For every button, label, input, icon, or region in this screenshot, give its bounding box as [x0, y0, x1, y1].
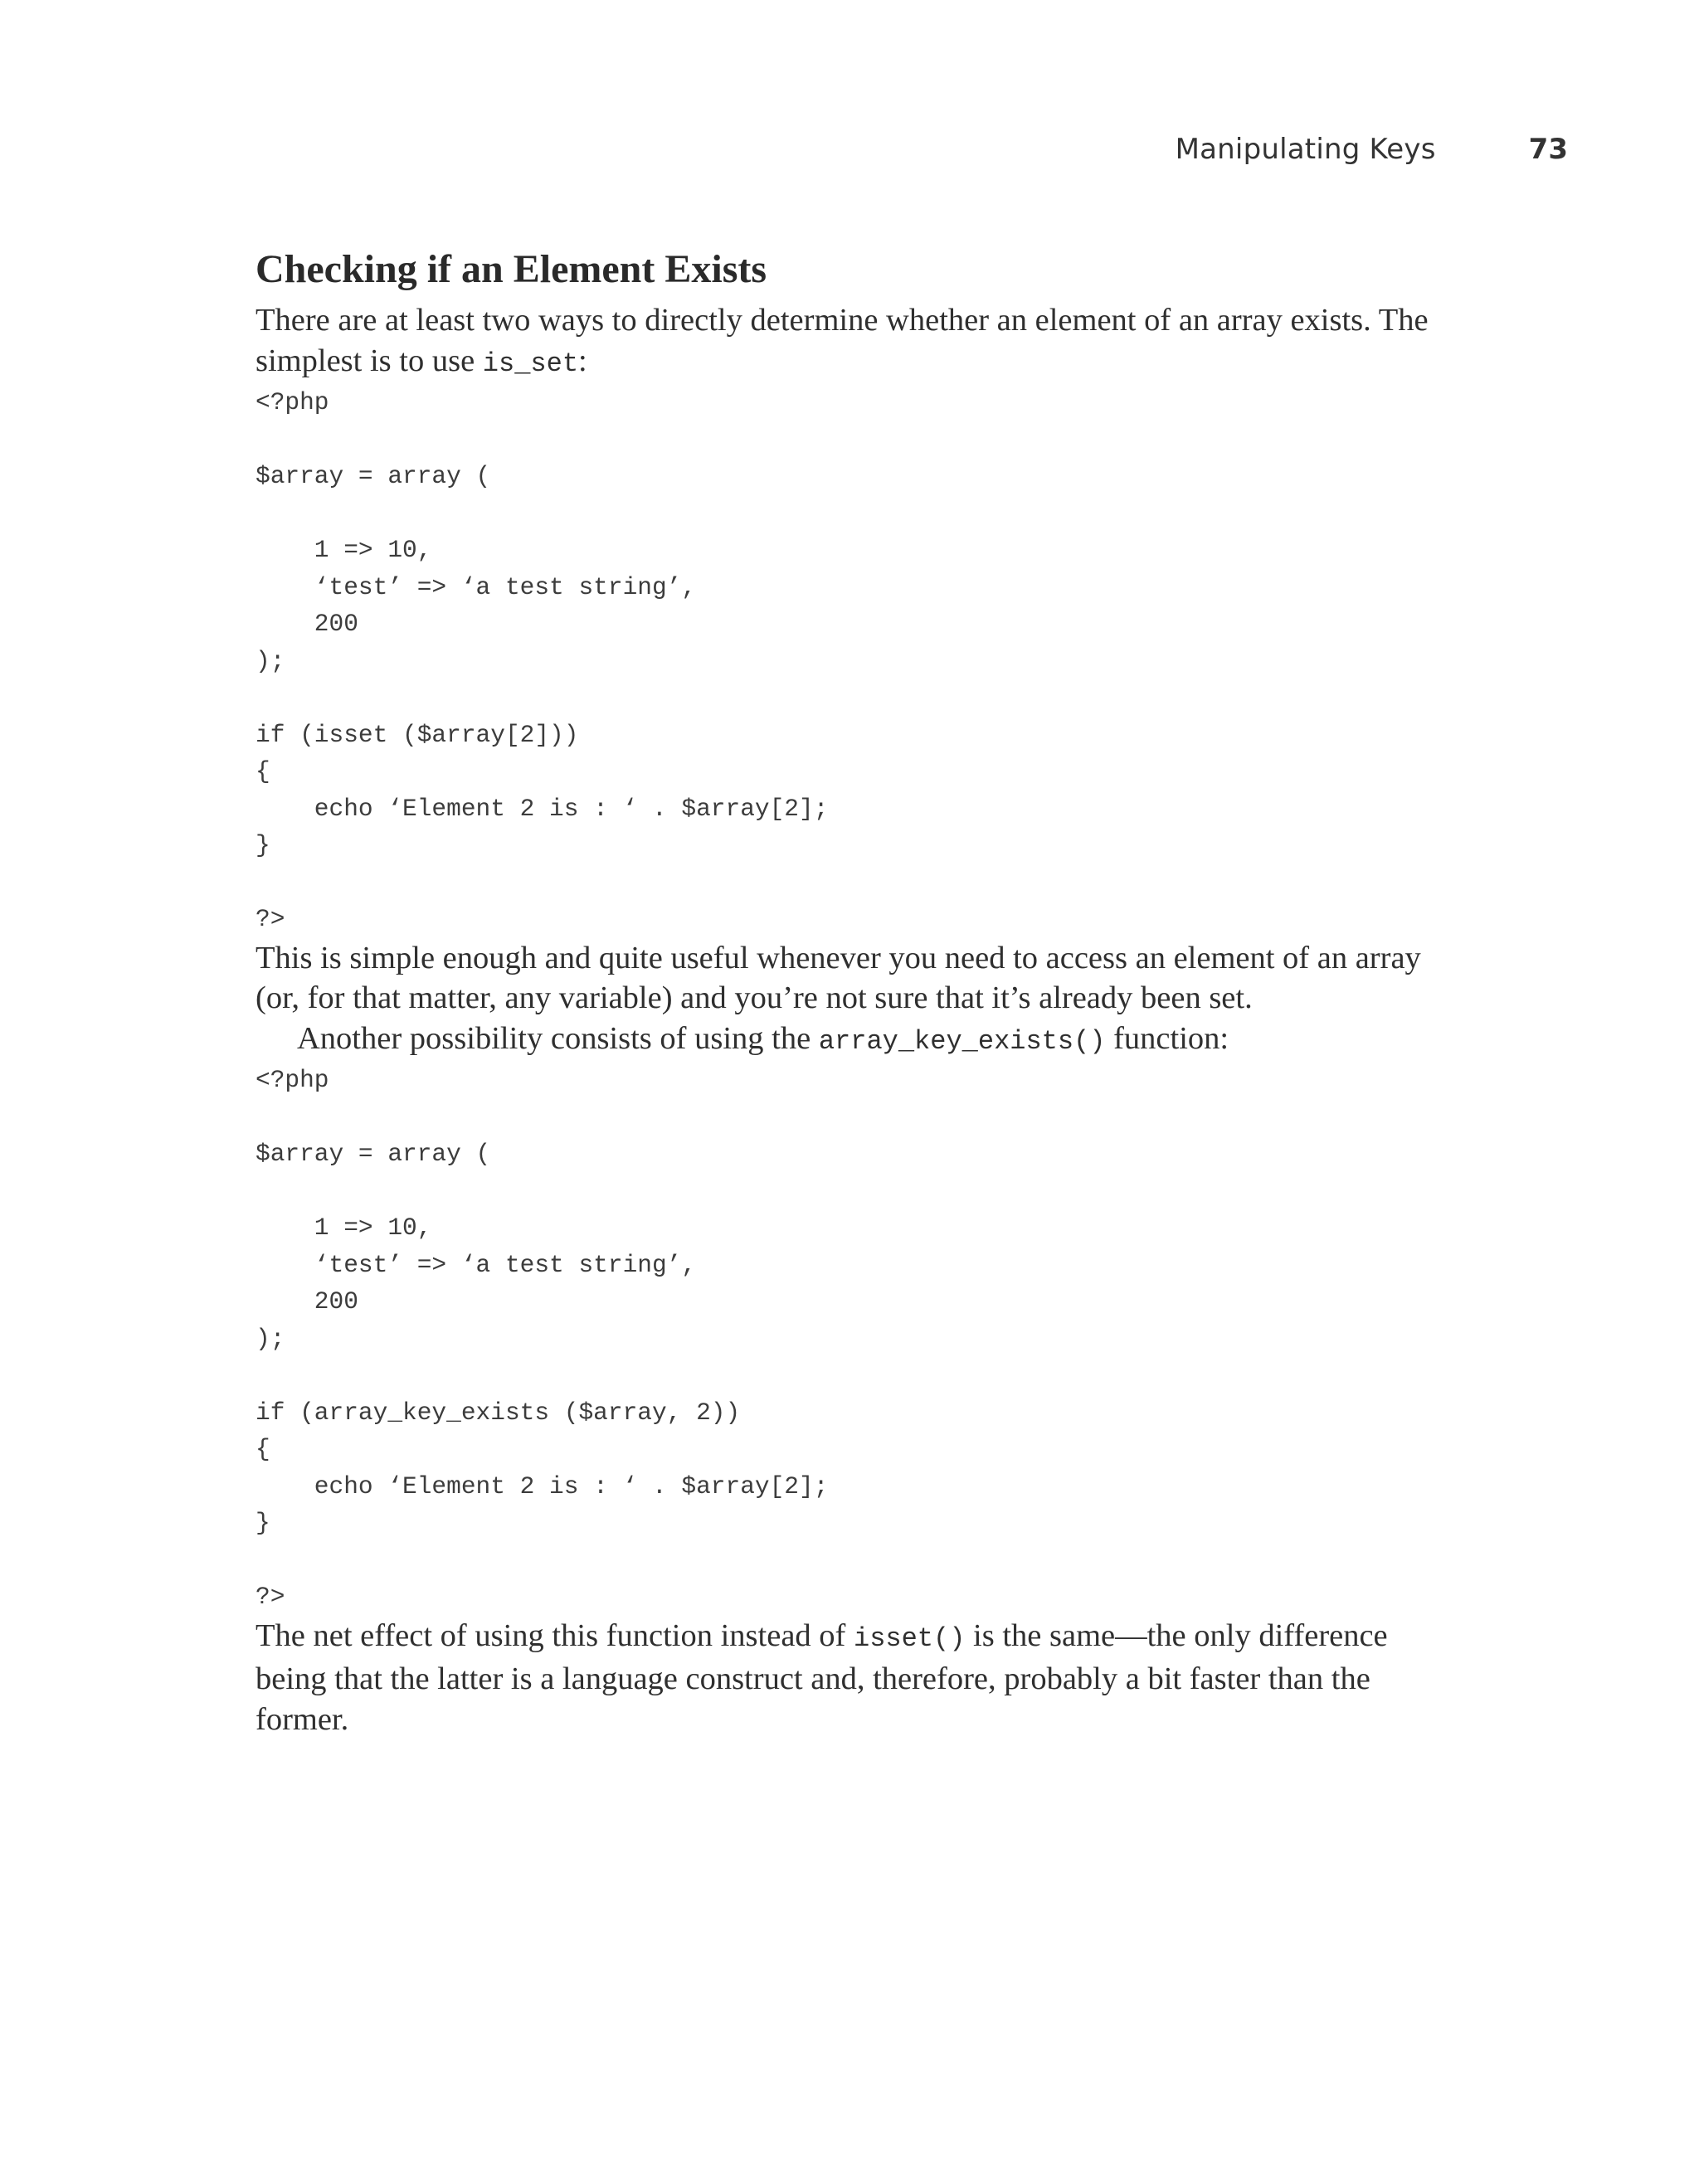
intro-paragraph: [256, 300, 1458, 384]
running-head-title: Manipulating Keys: [1175, 133, 1436, 166]
inline-code-array-key-exists: array_key_exists(): [818, 1025, 1106, 1057]
section-heading: Checking if an Element Exists: [256, 247, 767, 291]
inline-code-isset: isset(): [853, 1622, 966, 1654]
intro-text: There are at least two ways to directly determine whether an element of an array exists. The simplest is to use: [256, 303, 1429, 378]
intro-text-end: :: [578, 343, 587, 378]
code-block-array-key-exists: <?php $array = array ( 1 => 10, ‘test’ => ‘a test string’, 200 ); if (array_key_exists ($array, 2)) { echo ‘Element 2 is : ‘ . $array[2]; } ?>: [256, 1066, 829, 1611]
page-content: [256, 246, 1458, 1739]
running-header: [1176, 133, 1568, 166]
paragraph-array-key-exists-intro: [256, 1019, 1458, 1063]
paragraph-isset-explanation: This is simple enough and quite useful whenever you need to access an element of an array (or, for that matter, any variable) and you’re not sure that it’s already been set.: [256, 940, 1421, 1015]
para-3-text-end: function:: [1105, 1020, 1229, 1056]
code-block-isset: <?php $array = array ( 1 => 10, ‘test’ => ‘a test string’, 200 ); if (isset ($array[2])) { echo ‘Element 2 is : ‘ . $array[2]; } ?>: [256, 388, 829, 933]
paragraph-comparison: [256, 1616, 1458, 1740]
para-3-text: Another possibility consists of using the: [297, 1020, 819, 1056]
para-4-text: The net effect of using this function instead of: [256, 1617, 854, 1653]
para-4-text-end: is the same—the only difference being that the latter is a language construct and, therefore, probably a bit faster than the former.: [256, 1617, 1388, 1737]
page-number: 73: [1528, 133, 1568, 166]
inline-code-is-set: is_set: [482, 348, 579, 379]
